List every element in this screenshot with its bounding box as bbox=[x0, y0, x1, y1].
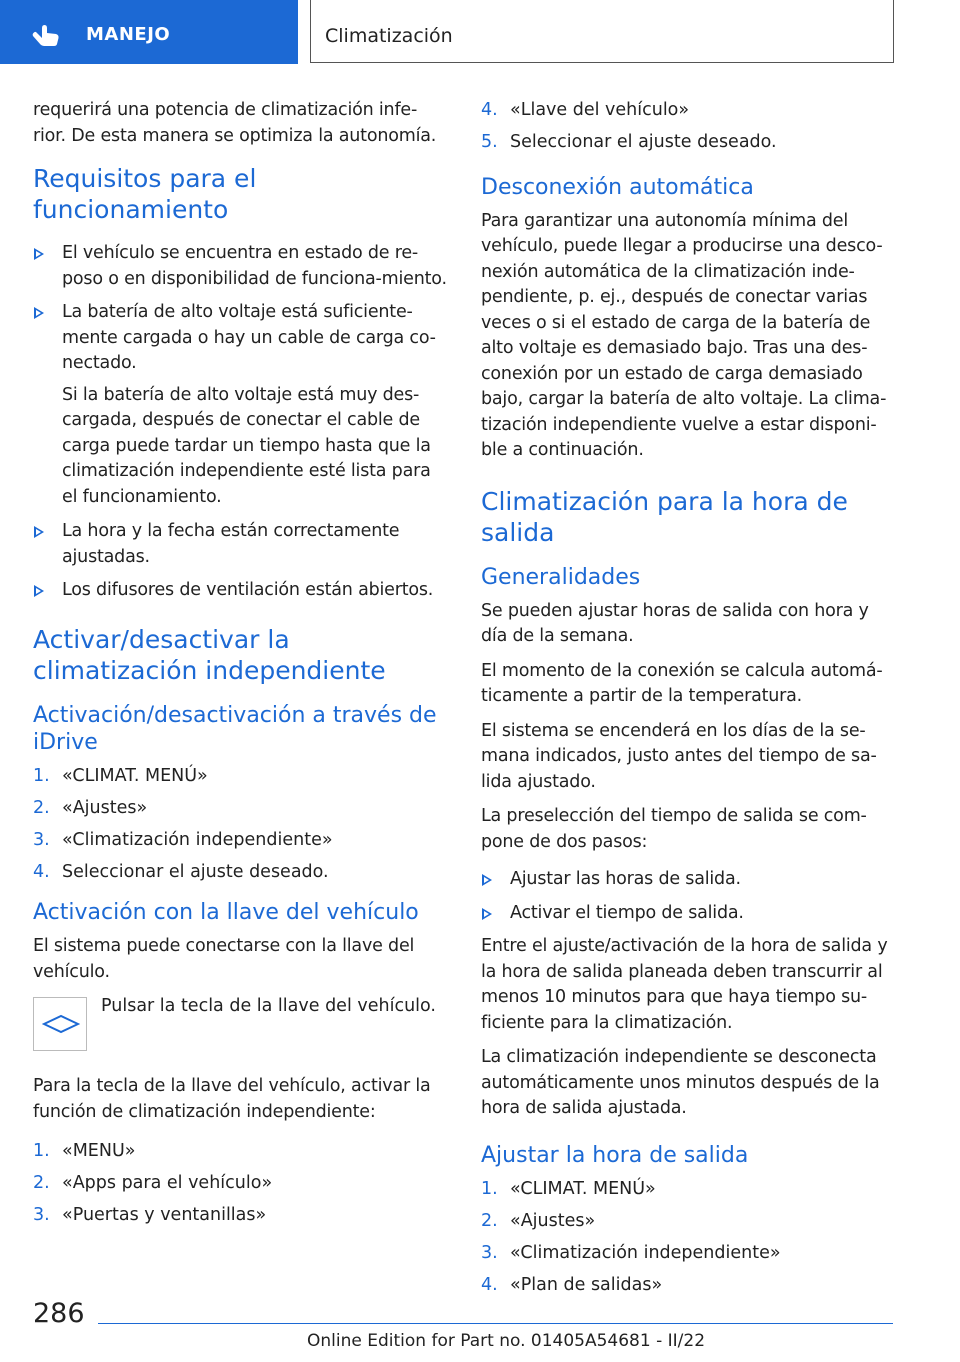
llave-steps bbox=[33, 1139, 447, 1229]
list-item: 4. Seleccionar el ajuste deseado. bbox=[33, 861, 329, 882]
heading-llave: Activación con la llave del vehículo bbox=[33, 900, 419, 925]
list-item: 3. «Climatización independiente» bbox=[33, 829, 333, 850]
left-column bbox=[33, 98, 447, 1237]
list-item: 2. «Ajustes» bbox=[481, 1210, 596, 1231]
list-item: La batería de alto voltaje está suficiente-mente cargada o hay un cable de carga co-nectado. bbox=[33, 300, 447, 377]
triangle-bullet-icon bbox=[482, 874, 492, 886]
list-item: 5. Seleccionar el ajuste deseado. bbox=[481, 132, 777, 152]
gen-paragraph-2: El momento de la conexión se calcula automá-ticamente a partir de la temperatura. bbox=[481, 660, 883, 706]
page-number: 286 bbox=[33, 1298, 85, 1329]
triangle-bullet-icon bbox=[482, 908, 492, 920]
list-item: 3. «Climatización independiente» bbox=[481, 1242, 781, 1263]
battery-note: Si la batería de alto voltaje está muy des-cargada, después de conectar el cable de carga puede tardar un tiempo hasta que la climatización independiente esté lista para el funcionamiento. bbox=[62, 384, 431, 507]
continued-steps bbox=[481, 98, 895, 156]
list-item: 4. «Llave del vehículo» bbox=[481, 100, 690, 120]
gen-paragraph-3: El sistema se encenderá en los días de la se-mana indicados, justo antes del tiempo de sa-lida ajustado. bbox=[481, 720, 877, 792]
list-item: 2. «Apps para el vehículo» bbox=[33, 1173, 273, 1193]
chapter-title: Climatización bbox=[325, 25, 453, 47]
llave-paragraph: El sistema puede conectarse con la llave del vehículo. bbox=[33, 936, 415, 982]
requirements-list-cont bbox=[33, 519, 447, 604]
list-item: La hora y la fecha están correctamente ajustadas. bbox=[33, 519, 447, 570]
list-item: Los difusores de ventilación están abiertos. bbox=[33, 578, 447, 604]
section-tab-label: MANEJO bbox=[86, 24, 171, 45]
triangle-bullet-icon bbox=[34, 526, 44, 538]
desconexion-paragraph: Para garantizar una autonomía mínima del vehículo, puede llegar a producirse una desco-nexión automática de la climatización inde-pendiente, p. ej., después de conectar varias veces o si el estado de carga de la batería de alto voltaje es demasiado bajo. Tras una des-conexión por un estado de carga demasiado bajo, cargar la batería de alto voltaje. La clima-tización independiente vuelve a estar disponi-ble a continuación. bbox=[481, 210, 887, 460]
list-item: 1. «MENU» bbox=[33, 1141, 136, 1161]
hand-pointer-icon bbox=[30, 18, 64, 48]
gen-paragraph-4: La preselección del tiempo de salida se com-pone de dos pasos: bbox=[481, 806, 867, 852]
heading-salida: Climatización para la hora de salida bbox=[481, 486, 848, 547]
list-item: 1. «CLIMAT. MENÚ» bbox=[481, 1178, 656, 1199]
requirements-list bbox=[33, 241, 447, 377]
list-item: 2. «Ajustes» bbox=[33, 797, 148, 818]
list-item: 3. «Puertas y ventanillas» bbox=[33, 1205, 267, 1225]
heading-generalidades: Generalidades bbox=[481, 564, 641, 590]
section-tab bbox=[0, 0, 298, 64]
heading-desconexion: Desconexión automática bbox=[481, 174, 754, 200]
idrive-steps bbox=[33, 764, 447, 886]
triangle-bullet-icon bbox=[34, 585, 44, 597]
heading-idrive: Activación/desactivación a través de iDrive bbox=[33, 702, 437, 755]
list-item: 4. «Plan de salidas» bbox=[481, 1274, 663, 1295]
triangle-bullet-icon bbox=[34, 248, 44, 260]
ajustar-steps bbox=[481, 1177, 895, 1299]
key-instruction bbox=[33, 994, 447, 1064]
right-column bbox=[481, 98, 895, 1306]
list-item: El vehículo se encuentra en estado de re-poso o en disponibilidad de funciona-miento. bbox=[33, 241, 447, 292]
gen-paragraph-5: Entre el ajuste/activación de la hora de salida y la hora de salida planeada deben transcurrir al menos 10 minutos para que haya tiempo su-ficiente para la climatización. bbox=[481, 936, 888, 1033]
footer-rule bbox=[98, 1323, 893, 1324]
heading-requisitos: Requisitos para el funcionamiento bbox=[33, 164, 257, 224]
list-item: 1. «CLIMAT. MENÚ» bbox=[33, 765, 208, 786]
heading-ajustar: Ajustar la hora de salida bbox=[481, 1142, 749, 1168]
list-item: Ajustar las horas de salida. bbox=[481, 867, 895, 893]
edition-note: Online Edition for Part no. 01405A54681 - II/22 bbox=[307, 1331, 706, 1351]
heading-activar: Activar/desactivar la climatización independiente bbox=[33, 624, 386, 685]
key-text: Pulsar la tecla de la llave del vehículo. bbox=[101, 996, 436, 1016]
list-item: Activar el tiempo de salida. bbox=[481, 901, 895, 927]
gen-paragraph-1: Se pueden ajustar horas de salida con hora y día de la semana. bbox=[481, 600, 869, 646]
intro-paragraph: requerirá una potencia de climatización infe-rior. De esta manera se optimiza la autonomía. bbox=[33, 100, 437, 146]
gen-list bbox=[481, 867, 895, 926]
llave-paragraph-2: Para la tecla de la llave del vehículo, activar la función de climatización independiente: bbox=[33, 1076, 431, 1122]
gen-paragraph-6: La climatización independiente se desconecta automáticamente unos minutos después de la hora de salida ajustada. bbox=[481, 1047, 880, 1118]
key-icon-box bbox=[33, 997, 87, 1051]
triangle-bullet-icon bbox=[34, 307, 44, 319]
chapter-title-box bbox=[310, 0, 894, 63]
diamond-key-icon bbox=[42, 1014, 80, 1034]
